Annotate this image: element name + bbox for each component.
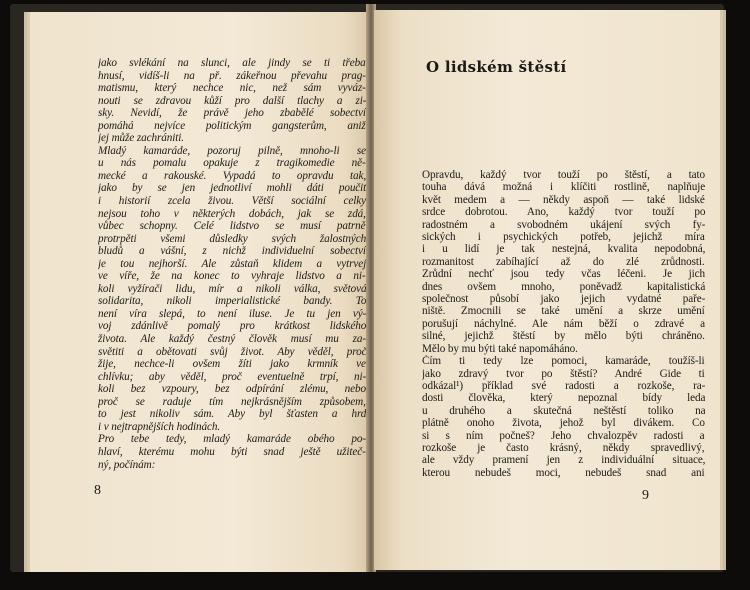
text-line: sických i psychických potřeb, jejichž míra bbox=[422, 231, 705, 244]
text-line: touha dává možná i klíčiti rostlině, naplňuje bbox=[422, 181, 705, 194]
text-line: ný, počínám: bbox=[98, 458, 156, 471]
text-line: i u lidí je tak nestejná, kvalita nepodobná, bbox=[422, 243, 705, 256]
text-line: Pro tebe tedy, mladý kamaráde obého po- bbox=[98, 433, 366, 446]
text-line: matismu, který nechce nic, než sám vyváz- bbox=[98, 82, 366, 95]
text-line: sky. Nevidí, že právě jeho zbabělé sobectví bbox=[98, 107, 366, 120]
text-line: proč se raduje tím nejkrásnějším způsobem, bbox=[98, 395, 366, 408]
text-line: i historií zcela živou. Větší sociální celky bbox=[98, 195, 366, 208]
text-line: není víra slepá, to není iluse. Je tu jen vý- bbox=[98, 307, 366, 320]
text-line: života. Ale každý čestný člověk musí mu za- bbox=[98, 333, 366, 346]
text-line: ve víře, že na konec to vyhraje lidstvo a ni- bbox=[98, 270, 366, 283]
text-line: hnusí, vidíš-li na př. zákeřnou převahu prag- bbox=[98, 69, 366, 82]
text-line: radostném a svobodném ukájení svých fy- bbox=[422, 218, 705, 231]
text-line: to jest nikoliv sám. Aby byl šťasten a hrd bbox=[98, 408, 366, 421]
text-line: niště. Zmocnili se také umění a skrze umění bbox=[422, 305, 705, 318]
text-line: rozkoše je často krásný, někdy spravedlivý, bbox=[422, 441, 705, 454]
left-page-number: 8 bbox=[94, 483, 101, 498]
text-line: společnost působí jako jejich vydatné paře- bbox=[422, 293, 705, 306]
text-line: světiti a obětovati svůj život. Aby věděl, proč bbox=[98, 345, 366, 358]
text-line: hlaví, kterému mohu býti snad ještě užiteč- bbox=[98, 445, 366, 458]
text-line: ale vždy pramení jen z individuální situace, bbox=[422, 454, 705, 467]
text-line: i v nejtrapnějších hodinách. bbox=[98, 420, 221, 433]
open-book bbox=[10, 4, 724, 572]
text-line: koli bez vzpoury, bez odpírání zlému, nebo bbox=[98, 383, 366, 396]
text-line: plátně onoho života, jehož byl divákem. Co bbox=[422, 417, 705, 430]
text-line: nouti se zdravou kůží pro další tlachy a zi- bbox=[98, 94, 366, 107]
text-line: koli vyžírači lidu, mír a nikoli válka, světová bbox=[98, 282, 366, 295]
text-line: rozmanitost zabíhající až do zlé zrůdnosti. bbox=[422, 255, 705, 268]
chapter-title: O lidském štěstí bbox=[426, 58, 567, 76]
text-line: nejsou toho v některých dobách, jak se zdá, bbox=[98, 207, 366, 220]
text-line: bludů a vášní, z nichž individuelní sobectví bbox=[98, 245, 366, 258]
text-line: žije, nechce-li ovšem žíti jako krmník ve bbox=[98, 358, 366, 371]
right-page bbox=[374, 10, 720, 570]
text-line: porušují náchylné. Ale nám běží o zdravé a bbox=[422, 317, 705, 330]
text-line: vůbec schopny. Celé lidstvo se musí patrně bbox=[98, 220, 366, 233]
text-line: jako svlékání na slunci, ale jindy se ti třeba bbox=[98, 57, 366, 69]
text-line: jej může zachrániti. bbox=[98, 132, 184, 145]
text-line: pomáhá nejvíce politickým gangsterům, aniž bbox=[98, 119, 366, 132]
text-line: Čím ti tedy lze pomoci, kamaráde, toužíš-li bbox=[422, 355, 705, 368]
text-line: srdce dobrotou. Ano, každý tvor touží po bbox=[422, 206, 705, 219]
text-line: protrpěti všemi důsledky svých žalostných bbox=[98, 232, 366, 245]
text-line: dosti člověka, který nepoznal bídy leda bbox=[422, 392, 705, 405]
text-line: je tou nejhorší. Ale zůstaň klidem a vytrvej bbox=[98, 257, 366, 270]
text-line: solidarita, nikoli imperialistické bandy. To bbox=[98, 295, 366, 308]
text-line: mecké a rakouské. Vypadá to opravdu tak, bbox=[98, 169, 366, 182]
text-line: květ medem a — někdy aspoň — také lidské bbox=[422, 193, 705, 206]
right-page-number: 9 bbox=[642, 488, 649, 503]
text-line: odkázal¹) příklad své radosti a rozkoše, ra- bbox=[422, 379, 705, 392]
text-line: Mladý kamaráde, pozoruj pilně, mnoho-li se bbox=[98, 144, 366, 157]
text-line: u druhého a skutečná neštěstí toliko na bbox=[422, 404, 705, 417]
right-page-text bbox=[422, 169, 705, 479]
left-page bbox=[30, 12, 370, 572]
text-line: jako by se jen jednotliví mohli dáti poučit bbox=[98, 182, 366, 195]
text-line: chlívku; aby věděl, proč eventuelně trpí, ni- bbox=[98, 370, 366, 383]
text-line: dnes ovšem mnoho, poněvadž kapitalistická bbox=[422, 280, 705, 293]
text-line: Mělo by mu býti také napomáháno. bbox=[422, 342, 578, 355]
text-line: Opravdu, každý tvor touží po štěstí, a tato bbox=[422, 169, 705, 181]
text-line: u nás pomalu opakuje z tragikomedie ně- bbox=[98, 157, 366, 170]
text-line: silné, jejichž štěstí by mělo býti chráněno. bbox=[422, 330, 705, 343]
left-page-text bbox=[98, 57, 366, 471]
text-line: voj zdánlivě pomalý pro krátkost lidského bbox=[98, 320, 366, 333]
text-line: si s ním počneš? Jeho chvalozpěv radosti a bbox=[422, 429, 705, 442]
text-line: jako zdravý tvor po štěstí? André Gide ti bbox=[422, 367, 705, 380]
text-line: kterou nebudeš moci, nebudeš snad ani bbox=[422, 466, 705, 479]
text-line: Zrůdní nechť jsou tedy včas léčeni. Je jich bbox=[422, 268, 705, 281]
